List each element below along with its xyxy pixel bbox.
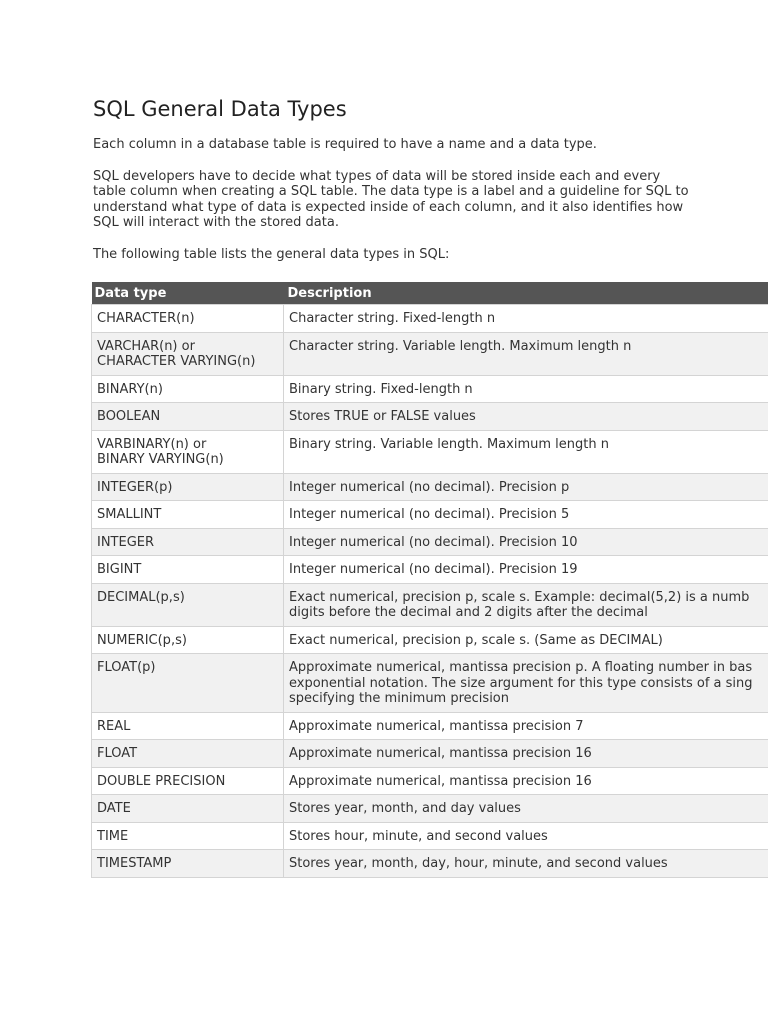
cell-description	[284, 332, 768, 375]
table-row	[92, 430, 768, 473]
cell-data-type-line: REAL	[97, 718, 131, 734]
table-row	[92, 712, 768, 740]
page-title: SQL General Data Types	[93, 97, 347, 121]
cell-data-type-line: NUMERIC(p,s)	[97, 632, 187, 648]
table-row	[92, 767, 768, 795]
cell-description-line: Integer numerical (no decimal). Precision 5	[289, 507, 570, 522]
table-row	[92, 473, 768, 501]
cell-description-line: Binary string. Variable length. Maximum length n	[289, 436, 609, 452]
cell-description	[284, 430, 768, 473]
cell-description-line: Integer numerical (no decimal). Precision 10	[289, 534, 578, 550]
cell-data-type-line: TIMESTAMP	[97, 856, 172, 871]
cell-description	[284, 795, 768, 823]
cell-data-type	[92, 626, 284, 654]
cell-description	[284, 822, 768, 850]
table-row	[92, 850, 768, 878]
cell-data-type	[92, 375, 284, 403]
table-row	[92, 332, 768, 375]
table-row	[92, 501, 768, 529]
cell-description	[284, 740, 768, 768]
cell-description-line: Approximate numerical, mantissa precision 16	[289, 773, 592, 789]
cell-data-type	[92, 583, 284, 626]
cell-data-type	[92, 403, 284, 431]
cell-data-type-line: INTEGER	[97, 534, 155, 550]
table-body	[92, 305, 768, 878]
cell-description	[284, 375, 768, 403]
cell-description-line: Approximate numerical, mantissa precision 16	[289, 746, 592, 761]
cell-description-line: Stores year, month, day, hour, minute, and second values	[289, 856, 668, 871]
cell-data-type	[92, 654, 284, 713]
table-row	[92, 528, 768, 556]
cell-data-type	[92, 332, 284, 375]
cell-description	[284, 556, 768, 584]
header-data-type: Data type	[92, 282, 284, 305]
table-row	[92, 305, 768, 333]
cell-description-line: digits before the decimal and 2 digits after the decimal	[289, 605, 648, 620]
intro-paragraph-1: Each column in a database table is required to have a name and a data type.	[93, 137, 597, 152]
cell-data-type-line: FLOAT	[97, 746, 138, 761]
cell-description	[284, 712, 768, 740]
cell-data-type	[92, 850, 284, 878]
cell-description	[284, 583, 768, 626]
cell-data-type-line: CHARACTER(n)	[97, 311, 195, 326]
cell-data-type	[92, 822, 284, 850]
cell-data-type	[92, 795, 284, 823]
table-row	[92, 795, 768, 823]
table-header-row	[92, 282, 768, 305]
cell-data-type-line: BIGINT	[97, 562, 142, 577]
cell-description-line: Integer numerical (no decimal). Precision p	[289, 479, 570, 495]
table-row	[92, 375, 768, 403]
cell-description	[284, 626, 768, 654]
cell-description	[284, 528, 768, 556]
cell-data-type-line: FLOAT(p)	[97, 660, 156, 675]
cell-description	[284, 654, 768, 713]
cell-description-line: specifying the minimum precision	[289, 691, 509, 706]
cell-data-type	[92, 528, 284, 556]
cell-data-type	[92, 740, 284, 768]
table-row	[92, 403, 768, 431]
cell-data-type-line: VARCHAR(n) or	[97, 338, 195, 354]
intro-paragraph-3: The following table lists the general data types in SQL:	[93, 246, 450, 262]
cell-data-type-line: BOOLEAN	[97, 409, 161, 424]
data-types-table	[91, 282, 768, 878]
cell-description-line: Stores hour, minute, and second values	[289, 828, 548, 844]
header-description: Description	[284, 282, 768, 305]
cell-data-type	[92, 473, 284, 501]
cell-data-type	[92, 556, 284, 584]
cell-data-type-line: BINARY VARYING(n)	[97, 452, 224, 467]
cell-description-line: Character string. Variable length. Maximum length n	[289, 338, 632, 354]
cell-data-type-line: TIME	[97, 828, 129, 844]
cell-data-type	[92, 767, 284, 795]
cell-description-line: Integer numerical (no decimal). Precision 19	[289, 562, 578, 577]
cell-data-type	[92, 430, 284, 473]
cell-description	[284, 473, 768, 501]
table-row	[92, 556, 768, 584]
cell-data-type	[92, 501, 284, 529]
cell-data-type-line: DECIMAL(p,s)	[97, 589, 185, 605]
cell-description-line: Binary string. Fixed-length n	[289, 381, 473, 397]
cell-data-type-line: INTEGER(p)	[97, 479, 173, 495]
cell-description-line: Approximate numerical, mantissa precision 7	[289, 718, 584, 734]
cell-data-type-line: DATE	[97, 801, 131, 816]
table-row	[92, 583, 768, 626]
cell-data-type-line: DOUBLE PRECISION	[97, 773, 226, 789]
cell-description	[284, 850, 768, 878]
cell-data-type	[92, 305, 284, 333]
table-row	[92, 654, 768, 713]
cell-description-line: Stores TRUE or FALSE values	[289, 409, 476, 424]
cell-description-line: Character string. Fixed-length n	[289, 311, 496, 326]
cell-data-type	[92, 712, 284, 740]
intro-paragraph-2: SQL developers have to decide what types of data will be stored inside each and every table column when creating a SQL table. The data type is a label and a guideline for SQL to understand what type of data is expected inside of each column, and it also identifies how SQL will interact with the stored data.	[93, 168, 689, 231]
cell-data-type-line: CHARACTER VARYING(n)	[97, 354, 256, 369]
cell-description-line: Exact numerical, precision p, scale s. Example: decimal(5,2) is a numb	[289, 589, 750, 605]
cell-data-type-line: SMALLINT	[97, 507, 162, 522]
table-row	[92, 626, 768, 654]
cell-data-type-line: VARBINARY(n) or	[97, 436, 207, 452]
cell-description	[284, 767, 768, 795]
cell-description	[284, 403, 768, 431]
document-body	[93, 94, 768, 263]
cell-description-line: Exact numerical, precision p, scale s. (Same as DECIMAL)	[289, 632, 663, 648]
cell-description-line: Approximate numerical, mantissa precision p. A floating number in bas	[289, 660, 753, 675]
cell-description	[284, 305, 768, 333]
cell-description	[284, 501, 768, 529]
table-row	[92, 740, 768, 768]
cell-description-line: Stores year, month, and day values	[289, 801, 521, 816]
table-row	[92, 822, 768, 850]
cell-description-line: exponential notation. The size argument for this type consists of a sing	[289, 675, 753, 691]
cell-data-type-line: BINARY(n)	[97, 381, 163, 397]
